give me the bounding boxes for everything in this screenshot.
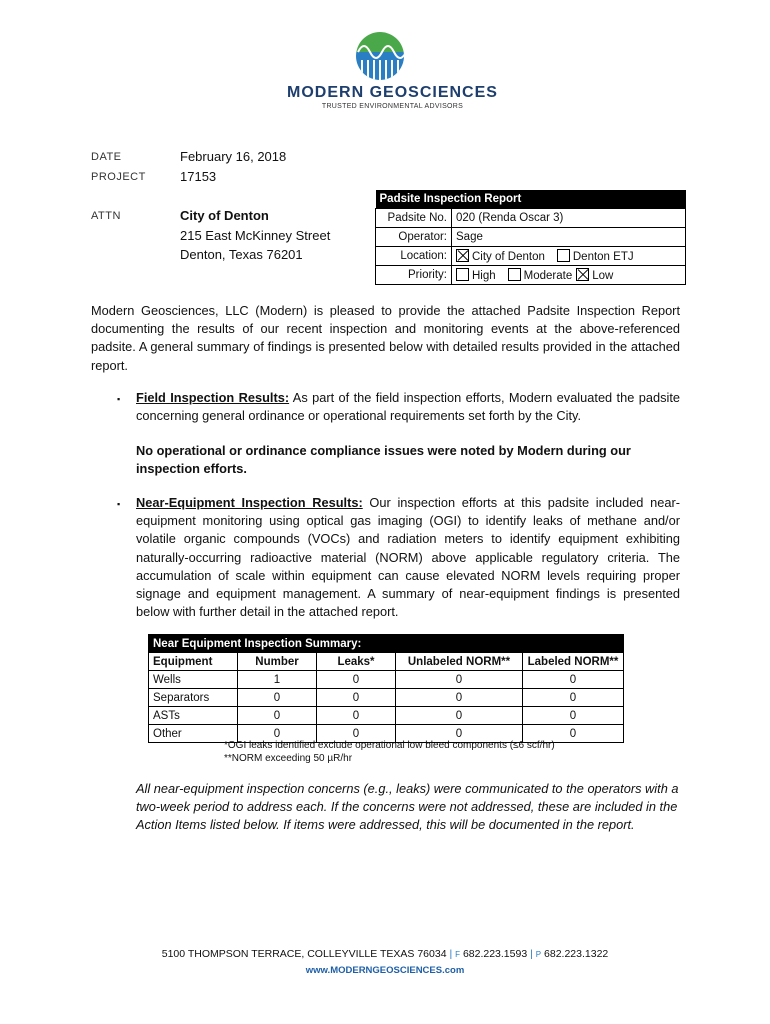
field-inspection-note: No operational or ordinance compliance issues were noted by Modern during our inspection efforts. xyxy=(136,443,631,477)
location-etj-checkbox[interactable] xyxy=(557,249,570,262)
table-cell: 0 xyxy=(317,707,396,725)
table-cell: 0 xyxy=(396,671,523,689)
operator-value: Sage xyxy=(452,228,686,247)
bullet-marker: ▪ xyxy=(117,394,121,404)
table-row xyxy=(149,689,624,707)
table-cell: 0 xyxy=(396,689,523,707)
table-cell: ASTs xyxy=(149,707,238,725)
priority-high-label: High xyxy=(472,270,496,282)
location-etj-label: Denton ETJ xyxy=(572,251,634,263)
priority-low-label: Low xyxy=(592,270,614,282)
footer-separator: | xyxy=(530,948,533,960)
company-name: MODERN GEOSCIENCES xyxy=(287,84,498,101)
date-value: February 16, 2018 xyxy=(180,149,287,164)
phone-prefix: P xyxy=(535,950,542,959)
priority-low-checkbox[interactable] xyxy=(576,268,589,281)
table-cell: 0 xyxy=(523,707,624,725)
table-cell: 1 xyxy=(238,671,317,689)
date-label: DATE xyxy=(91,151,122,163)
table-row xyxy=(149,671,624,689)
table-cell: 0 xyxy=(238,725,317,743)
footer-fax: 682.223.1593 xyxy=(462,948,528,960)
padsite-label: Padsite No. xyxy=(376,209,452,228)
company-tagline: TRUSTED ENVIRONMENTAL ADVISORS xyxy=(321,103,464,110)
field-inspection-text: As part of the field inspection efforts, Modern evaluated the padsite concerning general ordinance or operational requirements set forth by the City. xyxy=(136,390,680,424)
intro-paragraph: Modern Geosciences, LLC (Modern) is pleased to provide the attached Padsite Inspection Report documenting the results of our recent inspection and monitoring events at the above-referenced padsite. A general summary of findings is presented below with detailed results provided in the attached report. xyxy=(91,303,680,373)
summary-title: Near Equipment Inspection Summary: xyxy=(149,635,624,653)
column-header: Equipment xyxy=(149,653,238,671)
column-header: Leaks* xyxy=(317,653,396,671)
padsite-value: 020 (Renda Oscar 3) xyxy=(452,209,686,228)
attn-label: ATTN xyxy=(91,210,121,222)
table-cell: 0 xyxy=(238,689,317,707)
project-value: 17153 xyxy=(180,169,217,184)
column-header: Labeled NORM** xyxy=(523,653,624,671)
location-city-label: City of Denton xyxy=(472,251,545,263)
operator-label: Operator: xyxy=(376,228,452,247)
attn-address xyxy=(180,206,330,265)
footer-address: 5100 THOMPSON TERRACE, COLLEYVILLE TEXAS 76034 xyxy=(161,948,447,960)
footer-phone: 682.223.1322 xyxy=(544,948,609,960)
footer-contact xyxy=(0,948,770,960)
table-cell: 0 xyxy=(317,725,396,743)
closing-paragraph: All near-equipment inspection concerns (e.g., leaks) were communicated to the operators with a two-week period to address each. If the concerns were not addressed, these are included in the Action Items listed below. If items were addressed, this will be documented in the report. xyxy=(136,781,679,833)
table-cell: Separators xyxy=(149,689,238,707)
priority-label: Priority: xyxy=(376,266,452,285)
priority-options xyxy=(452,266,686,285)
priority-high-checkbox[interactable] xyxy=(456,268,469,281)
footer-separator: | xyxy=(449,948,453,960)
table-cell: Wells xyxy=(149,671,238,689)
project-label: PROJECT xyxy=(91,171,146,183)
table-cell: 0 xyxy=(317,689,396,707)
fax-prefix: F xyxy=(455,950,461,959)
near-equipment-text: Our inspection efforts at this padsite included near-equipment monitoring using optical gas imaging (OGI) to identify leaks of methane and/or volatile organic compounds (VOCs) and radiation meters to identify equipment exhibiting naturally-occurring radioactive material (NORM) above applicable regulatory criteria. The accumulation of scale within equipment can cause elevated NORM levels requiring proper signage and equipment management. A summary of near-equipment findings is presented below with further detail in the attached report. xyxy=(136,495,681,620)
table-cell: 0 xyxy=(396,725,523,743)
table-row xyxy=(149,707,624,725)
near-equipment-heading: Near-Equipment Inspection Results: xyxy=(136,495,363,510)
table-cell: 0 xyxy=(523,689,624,707)
location-options xyxy=(452,247,686,266)
footnote-norm: **NORM exceeding 50 µR/hr xyxy=(224,753,353,764)
report-title: Padsite Inspection Report xyxy=(376,190,686,209)
field-inspection-paragraph xyxy=(136,389,680,425)
table-cell: 0 xyxy=(396,707,523,725)
near-equipment-paragraph xyxy=(136,494,680,621)
table-cell: 0 xyxy=(523,671,624,689)
priority-moderate-label: Moderate xyxy=(523,270,573,282)
priority-moderate-checkbox[interactable] xyxy=(508,268,521,281)
footer-website-link[interactable]: www.MODERNGEOSCIENCES.com xyxy=(305,965,465,976)
attn-city: Denton, Texas 76201 xyxy=(180,247,303,262)
padsite-report-table xyxy=(375,190,686,285)
bullet-marker: ▪ xyxy=(117,499,121,509)
location-city-checkbox[interactable] xyxy=(456,249,469,262)
location-label: Location: xyxy=(376,247,452,266)
table-cell: 0 xyxy=(238,707,317,725)
column-header: Unlabeled NORM** xyxy=(396,653,523,671)
table-cell: Other xyxy=(149,725,238,743)
table-cell: 0 xyxy=(317,671,396,689)
column-header: Number xyxy=(238,653,317,671)
near-equipment-summary-table xyxy=(148,634,624,743)
footnote-ogi: *OGI leaks identified exclude operational low bleed components (≤6 scf/hr) xyxy=(224,740,555,751)
table-cell: 0 xyxy=(523,725,624,743)
field-inspection-heading: Field Inspection Results: xyxy=(136,390,290,405)
attn-org: City of Denton xyxy=(180,208,269,223)
company-logo-icon xyxy=(348,30,412,82)
attn-street: 215 East McKinney Street xyxy=(180,227,331,243)
